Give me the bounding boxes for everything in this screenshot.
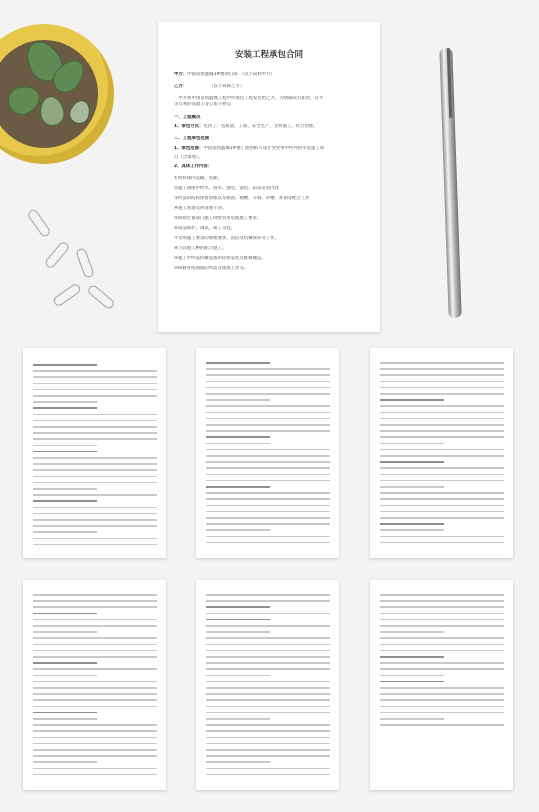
thumbnail-text-line: [380, 668, 504, 670]
thumbnail-text-line: [206, 498, 330, 500]
thumbnail-text-line: [33, 743, 157, 745]
contract-line: [174, 115, 366, 120]
thumbnail-text-line: [206, 718, 270, 720]
thumbnail-text-line: [33, 488, 97, 490]
thumbnail-text-line: [33, 395, 157, 397]
thumbnail-text-line: [206, 511, 330, 513]
thumbnail-text-line: [380, 724, 504, 726]
contract-line-text: ③所需的结构预留预埋以及剔凿、剔槽、开洞、补槽、补洞等配合工作: [174, 196, 310, 201]
thumbnail-text-line: [380, 492, 504, 494]
contract-line: [174, 102, 366, 107]
thumbnail-text-line: [206, 644, 330, 646]
thumbnail-text-line: [33, 650, 157, 652]
contract-line: [174, 236, 366, 241]
thumbnail-text-line: [380, 412, 504, 414]
thumbnail-text-line: [380, 480, 504, 482]
thumbnail-text-line: [380, 681, 444, 683]
contract-line: [174, 155, 366, 160]
contract-line-text: ④施工现场及时清理干净。: [174, 206, 227, 211]
thumbnail-text-line: [206, 381, 330, 383]
thumbnail-text-line: [33, 513, 157, 515]
thumbnail-text-line: [206, 594, 330, 596]
contract-line-text: ⑦文明施工要求的场地要求，清洁及机械保养等工作。: [174, 236, 279, 241]
thumbnail-text-line: [33, 594, 157, 596]
contract-page-thumbnail-5: [196, 580, 339, 790]
thumbnail-text-line: [206, 768, 330, 770]
thumbnail-text-line: [206, 749, 330, 751]
contract-line: [174, 84, 366, 89]
thumbnail-text-line: [33, 606, 157, 608]
thumbnail-text-line: [206, 517, 330, 519]
thumbnail-text-line: [380, 467, 504, 469]
contract-line-text: ⑧与其他工种的配合施工。: [174, 246, 227, 251]
thumbnail-text-line: [33, 544, 157, 546]
thumbnail-text-line: [206, 461, 330, 463]
contract-line: [174, 146, 366, 151]
thumbnail-text-line: [380, 461, 444, 463]
contract-page-thumbnail-3: [370, 348, 513, 558]
thumbnail-text-line: [380, 474, 504, 476]
thumbnail-text-line: [206, 681, 330, 683]
thumbnail-text-line: [380, 424, 504, 426]
thumbnail-text-line: [206, 418, 330, 420]
thumbnail-text-line: [33, 706, 157, 708]
thumbnail-text-line: [380, 529, 444, 531]
thumbnail-text-line: [206, 424, 330, 426]
thumbnail-text-line: [33, 675, 97, 677]
thumbnail-text-line: [206, 755, 330, 757]
thumbnail-text-line: [33, 383, 157, 385]
contract-line-text: ⑨施工中所需机械设备的进场安装及维修搬运。: [174, 256, 266, 261]
thumbnail-text-line: [33, 613, 97, 615]
contract-line: [174, 246, 366, 251]
thumbnail-text-line: [206, 536, 330, 538]
thumbnail-text-line: [380, 687, 504, 689]
thumbnail-text-line: [33, 724, 157, 726]
thumbnail-text-line: [380, 455, 504, 457]
thumbnail-text-line: [33, 687, 157, 689]
thumbnail-text-line: [33, 426, 157, 428]
thumbnail-text-line: [33, 420, 157, 422]
thumbnail-text-line: [33, 656, 157, 658]
thumbnail-text-line: [33, 644, 157, 646]
contract-line-text: 等互利的基础上签订如下协议：: [174, 102, 236, 107]
thumbnail-text-line: [33, 370, 157, 372]
contract-line-text: ⑤协助计量部门施工时配管用电或施工要求。: [174, 216, 262, 221]
thumbnail-text-line: [380, 449, 504, 451]
thumbnail-text-line: [380, 656, 444, 658]
thumbnail-text-line: [380, 405, 504, 407]
contract-line: [174, 216, 366, 221]
thumbnail-text-line: [380, 511, 504, 513]
thumbnail-text-line: [206, 687, 330, 689]
thumbnail-text-line: [33, 668, 157, 670]
thumbnail-text-line: [380, 619, 504, 621]
contract-line-label: 一、工程概况: [174, 115, 201, 120]
thumbnail-text-line: [380, 486, 444, 488]
thumbnail-text-line: [33, 401, 97, 403]
thumbnail-text-line: [33, 619, 157, 621]
thumbnail-text-line: [206, 486, 270, 488]
thumbnail-text-line: [206, 693, 330, 695]
contract-line-label: 1、承包方式：: [174, 124, 204, 129]
contract-line-text: ②施工图纸中给水、排水、强电、弱电、防雷安装内容: [174, 186, 279, 191]
contract-line-label: 乙方：: [174, 84, 185, 89]
thumbnail-text-line: [33, 755, 157, 757]
contract-page-thumbnail-2: [196, 348, 339, 558]
thumbnail-text-line: [206, 743, 330, 745]
thumbnail-text-line: [380, 374, 504, 376]
thumbnail-text-line: [33, 445, 97, 447]
thumbnail-text-line: [33, 507, 157, 509]
thumbnail-text-line: [206, 362, 270, 364]
thumbnail-text-line: [206, 606, 270, 608]
thumbnail-text-line: [380, 542, 504, 544]
thumbnail-text-line: [380, 637, 504, 639]
thumbnail-text-line: [33, 712, 97, 714]
thumbnail-text-line: [380, 368, 504, 370]
contract-line-label: 2、具体工作内容：: [174, 164, 213, 169]
contract-line-text: ①材料场内运输、装卸。: [174, 176, 222, 181]
thumbnail-text-line: [33, 699, 157, 701]
thumbnail-text-line: [206, 542, 330, 544]
thumbnail-text-line: [206, 631, 270, 633]
paper-clip: [86, 284, 115, 311]
thumbnail-text-line: [380, 712, 504, 714]
thumbnail-text-line: [206, 675, 270, 677]
thumbnail-text-line: [206, 668, 330, 670]
thumbnail-text-line: [33, 531, 97, 533]
thumbnail-text-line: [33, 525, 157, 527]
thumbnail-text-line: [380, 600, 504, 602]
thumbnail-text-line: [33, 457, 157, 459]
thumbnail-text-line: [380, 362, 504, 364]
thumbnail-text-line: [206, 600, 330, 602]
thumbnail-text-line: [380, 381, 504, 383]
contract-line: [174, 176, 366, 181]
thumbnail-text-line: [33, 376, 157, 378]
thumbnail-text-line: [380, 699, 504, 701]
paper-clip: [44, 240, 71, 269]
thumbnail-text-line: [206, 625, 330, 627]
thumbnail-text-line: [206, 730, 330, 732]
thumbnail-text-line: [206, 774, 330, 776]
thumbnail-text-line: [33, 761, 97, 763]
thumbnail-text-line: [380, 693, 504, 695]
contract-line-text: ⑥成品保护，调试，竣工交验。: [174, 226, 236, 231]
contract-line: [174, 72, 366, 77]
thumbnail-text-line: [206, 374, 330, 376]
thumbnail-text-line: [33, 500, 97, 502]
contract-line: [174, 96, 366, 101]
paper-clip: [52, 282, 82, 307]
thumbnail-text-line: [206, 613, 330, 615]
thumbnail-text-line: [380, 523, 444, 525]
thumbnail-text-line: [206, 650, 330, 652]
thumbnail-text-line: [380, 718, 444, 720]
thumbnail-text-line: [380, 625, 504, 627]
thumbnail-text-line: [33, 718, 97, 720]
contract-line: [174, 164, 366, 169]
thumbnail-text-line: [206, 656, 330, 658]
thumbnail-text-line: [380, 505, 504, 507]
thumbnail-text-line: [380, 594, 504, 596]
paper-clip: [75, 247, 95, 279]
thumbnail-text-line: [380, 536, 504, 538]
thumbnail-text-line: [33, 463, 157, 465]
thumbnail-text-line: [33, 482, 157, 484]
thumbnail-text-line: [380, 443, 444, 445]
thumbnail-text-line: [33, 519, 157, 521]
thumbnail-text-line: [33, 600, 157, 602]
thumbnail-text-line: [206, 393, 330, 395]
contract-line: [174, 136, 366, 141]
thumbnail-text-line: [380, 418, 504, 420]
thumbnail-text-line: [33, 476, 157, 478]
thumbnail-text-line: [206, 474, 330, 476]
thumbnail-text-line: [33, 768, 157, 770]
contract-line: [174, 226, 366, 231]
contract-line-text: （以下简称乙方）: [184, 84, 245, 89]
thumbnail-text-line: [33, 662, 97, 664]
thumbnail-text-line: [380, 613, 504, 615]
thumbnail-text-line: [380, 606, 504, 608]
thumbnail-text-line: [206, 387, 330, 389]
thumbnail-text-line: [33, 681, 157, 683]
thumbnail-text-line: [206, 492, 330, 494]
contract-page-thumbnail-4: [23, 580, 166, 790]
contract-line-text: 包清工：包质量、工期、安全生产、文明施工、综合治理。: [203, 124, 318, 129]
thumbnail-text-line: [380, 675, 444, 677]
thumbnail-text-line: [380, 706, 504, 708]
thumbnail-text-line: [206, 405, 330, 407]
thumbnail-text-line: [206, 523, 330, 525]
contract-page-main: [158, 22, 380, 332]
thumbnail-text-line: [33, 364, 97, 366]
thumbnail-text-line: [380, 387, 504, 389]
thumbnail-text-line: [33, 469, 157, 471]
contract-line: [174, 196, 366, 201]
thumbnail-text-line: [33, 414, 157, 416]
contract-line-text: 目（含预埋）。: [174, 155, 203, 160]
thumbnail-text-line: [206, 399, 270, 401]
thumbnail-text-line: [33, 438, 157, 440]
thumbnail-text-line: [206, 412, 330, 414]
thumbnail-text-line: [33, 749, 157, 751]
thumbnail-text-line: [33, 730, 157, 732]
thumbnail-text-line: [380, 650, 504, 652]
contract-title: 安装工程承包合同: [234, 50, 303, 60]
thumbnail-text-line: [380, 430, 504, 432]
thumbnail-text-line: [206, 619, 270, 621]
contract-line-label: 甲方：: [174, 72, 188, 77]
thumbnail-text-line: [206, 368, 330, 370]
thumbnail-text-line: [33, 407, 97, 409]
thumbnail-text-line: [33, 774, 157, 776]
thumbnail-text-line: [206, 467, 330, 469]
thumbnail-text-line: [380, 517, 504, 519]
thumbnail-text-line: [33, 432, 157, 434]
thumbnail-text-line: [206, 436, 270, 438]
contract-line: [174, 206, 366, 211]
thumbnail-text-line: [206, 706, 330, 708]
contract-line: [174, 266, 366, 271]
contract-line: [174, 256, 366, 261]
thumbnail-text-line: [380, 644, 504, 646]
thumbnail-text-line: [380, 399, 444, 401]
contract-line-text: ⑩保修育成期间的所需及现场工作等。: [174, 266, 249, 271]
thumbnail-text-line: [33, 389, 157, 391]
contract-line-text: 甲方将中国姿凯鑫城工程中所承包工程发包给乙方，为明确双方职责，在平: [174, 96, 324, 101]
contract-line: [174, 186, 366, 191]
thumbnail-text-line: [206, 724, 330, 726]
thumbnail-text-line: [206, 699, 330, 701]
thumbnail-text-line: [206, 712, 330, 714]
thumbnail-text-line: [33, 737, 157, 739]
thumbnail-text-line: [380, 436, 504, 438]
thumbnail-text-line: [33, 625, 157, 627]
thumbnail-text-line: [33, 693, 157, 695]
thumbnail-text-line: [206, 637, 330, 639]
contract-page-thumbnail-6: [370, 580, 513, 790]
contract-page-thumbnail-1: [23, 348, 166, 558]
contract-line-text: 中国姿凯鑫城3#楼项目部 （以下简称甲方）: [187, 72, 275, 77]
thumbnail-text-line: [206, 449, 330, 451]
thumbnail-text-line: [206, 529, 270, 531]
thumbnail-text-line: [206, 505, 330, 507]
thumbnail-text-line: [206, 737, 330, 739]
thumbnail-text-line: [206, 761, 270, 763]
thumbnail-text-line: [380, 662, 504, 664]
paper-clip: [26, 208, 51, 238]
thumbnail-text-line: [206, 430, 330, 432]
thumbnail-text-line: [380, 393, 504, 395]
thumbnail-text-line: [33, 631, 97, 633]
thumbnail-text-line: [206, 480, 330, 482]
thumbnail-text-line: [206, 455, 330, 457]
thumbnail-text-line: [380, 498, 504, 500]
thumbnail-text-line: [33, 451, 97, 453]
contract-line-label: 二、工程承包范围: [174, 136, 210, 141]
contract-line: [174, 124, 366, 129]
thumbnail-text-line: [380, 631, 444, 633]
thumbnail-text-line: [206, 443, 270, 445]
thumbnail-text-line: [33, 637, 157, 639]
contract-line-text: 中国姿凯鑫城3#楼工程图纸与设计变更单中所列的水电施工项: [203, 146, 325, 151]
contract-line-label: 1、承包范围：: [174, 146, 204, 151]
thumbnail-text-line: [33, 538, 157, 540]
thumbnail-text-line: [206, 662, 330, 664]
thumbnail-text-line: [33, 494, 157, 496]
